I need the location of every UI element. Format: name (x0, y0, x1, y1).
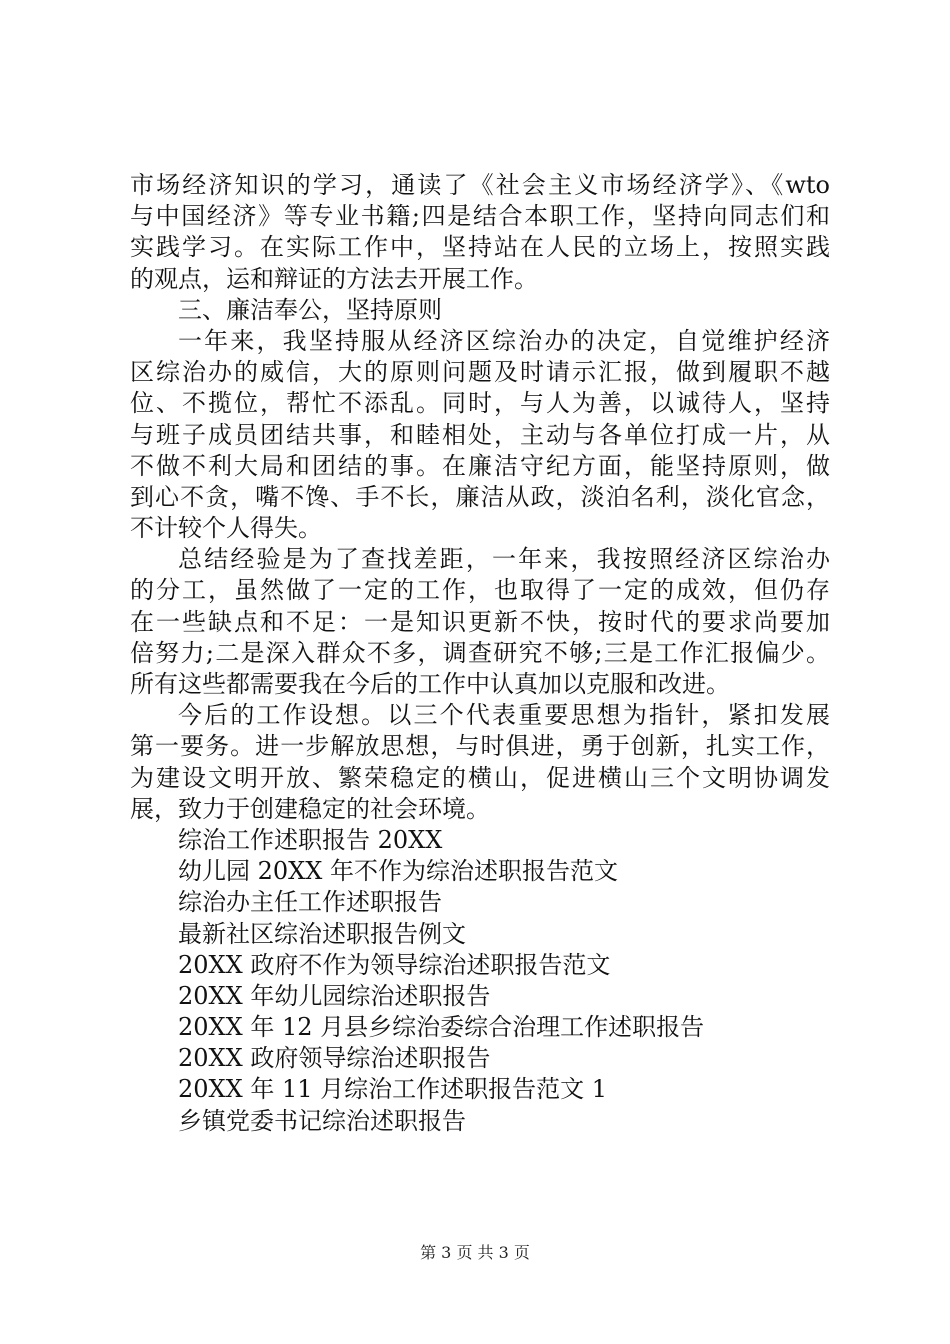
related-link[interactable]: 幼儿园 20XX 年不作为综治述职报告范文 (178, 857, 618, 886)
text-line: 区综治办的威信，大的原则问题及时请示汇报，做到履职不越 (130, 358, 830, 387)
related-link[interactable]: 20XX 政府不作为领导综治述职报告范文 (178, 950, 611, 979)
text-line: 不做不利大局和团结的事。在廉洁守纪方面，能坚持原则，做 (130, 451, 830, 480)
document-body (130, 170, 830, 1137)
text-line: 一年来，我坚持服从经济区综治办的决定，自觉维护经济 (178, 326, 830, 355)
text-line: 所有这些都需要我在今后的工作中认真加以克服和改进。 (130, 670, 730, 698)
text-line: 的观点，运和辩证的方法去开展工作。 (130, 264, 538, 293)
text-line: 在一些缺点和不足：一是知识更新不快，按时代的要求尚要加 (130, 607, 830, 636)
paragraph (130, 170, 830, 295)
related-link[interactable]: 20XX 年幼儿园综治述职报告 (178, 981, 491, 1010)
text-line: 今后的工作设想。以三个代表重要思想为指针，紧扣发展 (178, 701, 830, 730)
text-line: 不计较个人得失。 (130, 514, 322, 543)
related-link[interactable]: 综治工作述职报告 20XX (178, 825, 443, 854)
related-link[interactable]: 20XX 年 11 月综治工作述职报告范文 1 (178, 1075, 608, 1104)
related-link[interactable]: 最新社区综治述职报告例文 (178, 919, 466, 948)
text-line: 为建设文明开放、繁荣稳定的横山，促进横山三个文明协调发 (130, 763, 830, 792)
text-line: 与班子成员团结共事，和睦相处，主动与各单位打成一片，从 (130, 420, 830, 449)
related-link[interactable]: 20XX 政府领导综治述职报告 (178, 1044, 491, 1073)
related-link[interactable]: 乡镇党委书记综治述职报告 (178, 1106, 466, 1135)
paragraph (130, 544, 830, 700)
text-line: 第一要务。进一步解放思想，与时俱进，勇于创新，扎实工作， (130, 732, 830, 761)
text-line: 展，致力于创建稳定的社会环境。 (130, 794, 490, 823)
page-footer: 第 3 页 共 3 页 (420, 1243, 530, 1262)
paragraph (130, 295, 830, 326)
paragraph (130, 700, 830, 825)
paragraph (130, 326, 830, 544)
related-link[interactable]: 20XX 年 12 月县乡综治委综合治理工作述职报告 (178, 1013, 705, 1042)
text-line: 的分工，虽然做了一定的工作，也取得了一定的成效，但仍存 (130, 576, 830, 605)
related-links-list (130, 825, 830, 1137)
text-line: 市场经济知识的学习，通读了《社会主义市场经济学》、《wto (130, 171, 830, 199)
text-line: 三、廉洁奉公，坚持原则 (178, 295, 442, 324)
related-link[interactable]: 综治办主任工作述职报告 (178, 888, 442, 917)
text-line: 位、不揽位，帮忙不添乱。同时，与人为善，以诚待人，坚持 (130, 389, 830, 418)
text-line: 实践学习。在实际工作中，坚持站在人民的立场上，按照实践 (130, 233, 830, 262)
text-line: 与中国经济》等专业书籍;四是结合本职工作，坚持向同志们和 (130, 202, 830, 231)
text-line: 到心不贪，嘴不馋、手不长，廉洁从政，淡泊名利，淡化官念， (130, 482, 830, 511)
text-line: 倍努力;二是深入群众不多，调查研究不够;三是工作汇报偏少。 (130, 638, 830, 667)
text-line: 总结经验是为了查找差距，一年来，我按照经济区综治办 (178, 545, 830, 574)
